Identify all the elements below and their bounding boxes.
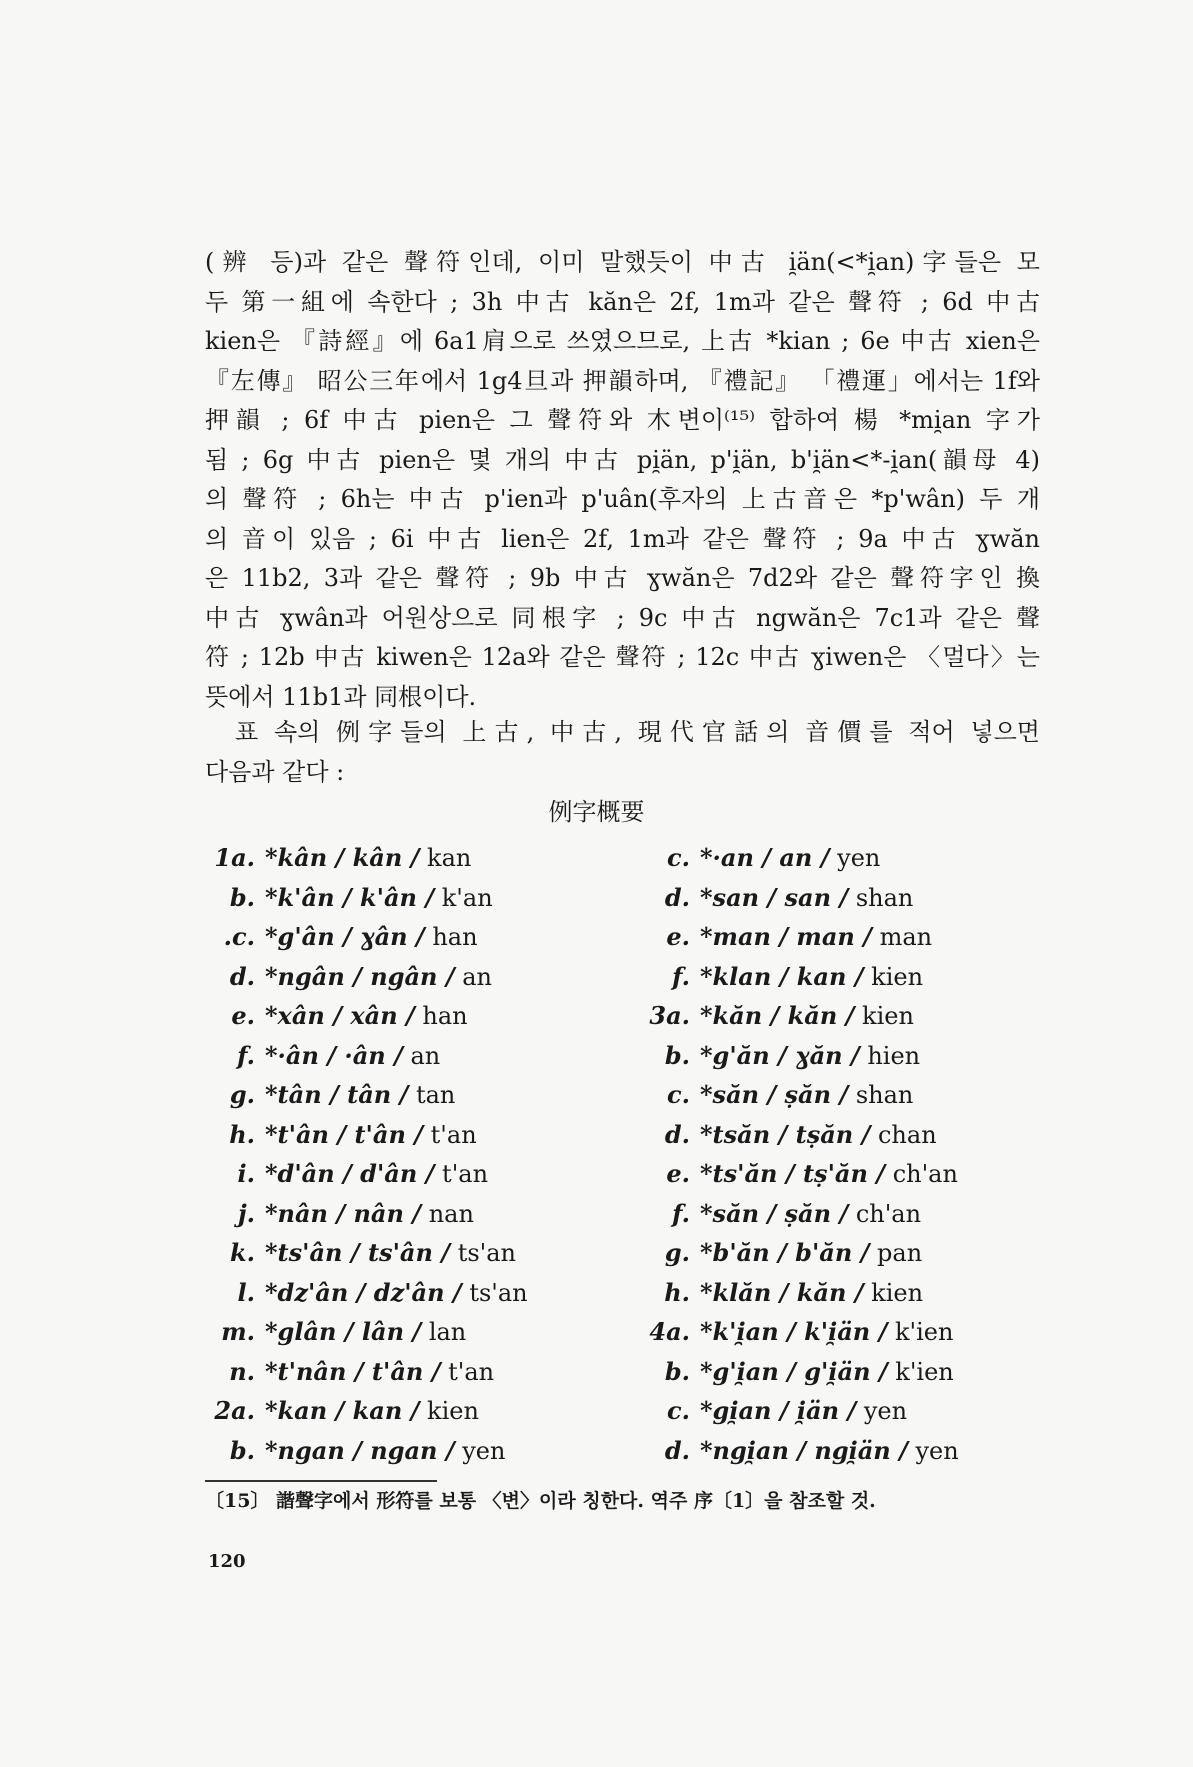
example-value xyxy=(265,917,478,957)
example-modern: ts'an xyxy=(469,1278,528,1307)
text-line: 의 音이 있음 ; 6i 中古 lien은 2f, 1m과 같은 聲符 ; 9a 中古 ɣwăn xyxy=(205,524,1040,553)
example-label: h. xyxy=(664,1277,690,1307)
example-modern: kien xyxy=(862,1002,914,1030)
example-value xyxy=(700,838,880,878)
example-reconstruction: *ngan / ngan / xyxy=(265,1435,455,1465)
example-value xyxy=(700,1233,922,1273)
example-value xyxy=(700,1115,937,1155)
example-modern: pan xyxy=(877,1239,923,1267)
text-line: (辨 등)과 같은 聲符인데, 이미 말했듯이 中古 i̯än(<*i̯an)字들은 모 xyxy=(205,248,1040,276)
example-row xyxy=(205,1075,625,1115)
example-reconstruction: *ts'ân / ts'ân / xyxy=(265,1238,451,1267)
example-modern: t'an xyxy=(448,1357,495,1386)
example-reconstruction: *·ân / ·ân / xyxy=(265,1040,403,1070)
example-modern: ch'an xyxy=(892,1160,958,1188)
example-label: i. xyxy=(237,1159,255,1188)
text-line: kien은 『詩經』에 6a1肩으로 쓰였으므로, 上古 *kian ; 6e 中古 xien은 xyxy=(205,327,1040,355)
example-label: l. xyxy=(237,1277,255,1307)
example-modern: yen xyxy=(837,844,881,872)
example-row xyxy=(625,1075,1045,1115)
example-modern: kan xyxy=(427,844,472,872)
example-reconstruction: *tân / tân / xyxy=(265,1080,409,1109)
example-label: n. xyxy=(229,1356,255,1386)
example-modern: kien xyxy=(427,1397,479,1425)
example-value xyxy=(700,917,932,957)
text-line: 됨 ; 6g 中古 pien은 몇 개의 中古 pi̯än, p'i̯än, b'i̯än<*-i̯an(韻母 4) xyxy=(205,445,1040,474)
example-value xyxy=(265,878,493,918)
example-label: d. xyxy=(664,882,690,912)
example-row xyxy=(625,957,1045,997)
example-row xyxy=(205,1352,625,1392)
example-modern: ch'an xyxy=(855,1199,922,1228)
footnote: 〔15〕 諧聲字에서 形符를 보통 〈변〉이라 칭한다. 역주 序〔1〕을 참조할 것. xyxy=(205,1490,876,1512)
example-row xyxy=(205,1115,625,1155)
text-line: 뜻에서 11b1과 同根이다. xyxy=(205,682,477,711)
example-row xyxy=(625,1431,1045,1471)
example-modern: kien xyxy=(871,1278,924,1307)
example-row xyxy=(625,996,1045,1036)
example-value xyxy=(265,1154,488,1194)
example-label: 2a. xyxy=(214,1396,255,1425)
example-modern: chan xyxy=(877,1120,937,1149)
example-modern: ts'an xyxy=(457,1239,517,1267)
text-line: 『左傳』 昭公三年에서 1g4旦과 押韻하며, 『禮記』 「禮運」에서는 1f와 xyxy=(205,366,1040,395)
example-value xyxy=(265,1233,516,1273)
example-reconstruction: *dz'ân / dz'ân / xyxy=(265,1277,462,1307)
example-row xyxy=(205,1154,625,1194)
example-row xyxy=(205,1391,625,1431)
example-value xyxy=(700,1036,920,1076)
example-value xyxy=(265,1075,455,1115)
example-reconstruction: *g'ân / ɣân / xyxy=(265,922,425,951)
example-row xyxy=(205,917,625,957)
example-value xyxy=(700,1075,913,1115)
example-row xyxy=(205,996,625,1036)
example-modern: k'ien xyxy=(895,1357,954,1386)
example-reconstruction: *kan / kan / xyxy=(265,1396,420,1425)
example-modern: hien xyxy=(867,1041,921,1070)
example-label: 1a. xyxy=(214,843,255,872)
example-label: m. xyxy=(221,1317,255,1346)
example-reconstruction: *kân / kân / xyxy=(265,843,420,872)
example-label: g. xyxy=(229,1080,255,1109)
footnote-rule xyxy=(205,1480,437,1482)
paragraph-2 xyxy=(205,713,1040,792)
example-label: 4a. xyxy=(649,1317,690,1346)
example-label: j. xyxy=(237,1198,255,1228)
example-value xyxy=(700,1194,921,1234)
example-row xyxy=(625,1036,1045,1076)
example-value xyxy=(700,1431,959,1471)
example-reconstruction: *t'nân / t'ân / xyxy=(265,1356,441,1386)
example-reconstruction: *gi̯an / i̯än / xyxy=(700,1396,857,1425)
text-line: 의 聲符 ; 6h는 中古 p'ien과 p'uân(후자의 上古音은 *p'wân) 두 개 xyxy=(205,485,1040,513)
example-value xyxy=(265,1115,477,1155)
example-modern: t'an xyxy=(442,1160,489,1188)
examples-column-right xyxy=(625,838,1045,1470)
example-label: c. xyxy=(667,843,690,872)
page-number: 120 xyxy=(208,1551,246,1572)
example-value xyxy=(700,1391,907,1431)
example-value xyxy=(700,1312,953,1352)
example-reconstruction: *b'ăn / b'ăn / xyxy=(700,1238,870,1267)
example-reconstruction: *k'ân / k'ân / xyxy=(265,882,435,912)
example-label: e. xyxy=(666,1159,690,1188)
example-reconstruction: *k'i̯an / k'i̯än / xyxy=(700,1317,888,1346)
example-reconstruction: *g'i̯an / g'i̯än / xyxy=(700,1356,888,1386)
example-label: d. xyxy=(229,961,255,991)
example-value xyxy=(265,996,468,1036)
example-value xyxy=(265,1273,528,1313)
example-row xyxy=(205,957,625,997)
example-row xyxy=(625,1194,1045,1234)
example-label: d. xyxy=(664,1435,690,1465)
example-modern: an xyxy=(410,1041,441,1070)
example-label: g. xyxy=(664,1238,690,1267)
example-row xyxy=(625,1233,1045,1273)
example-label: b. xyxy=(229,882,255,912)
example-label: c. xyxy=(667,1080,690,1109)
example-value xyxy=(265,1431,505,1471)
example-value xyxy=(700,996,914,1036)
text-line: 다음과 같다 : xyxy=(205,757,345,786)
example-reconstruction: *săn / ṣăn / xyxy=(700,1080,849,1109)
example-modern: nan xyxy=(428,1199,474,1228)
paragraph-1 xyxy=(205,243,1040,717)
example-value xyxy=(265,838,471,878)
example-reconstruction: *săn / ṣăn / xyxy=(700,1198,849,1228)
example-label: f. xyxy=(672,961,690,991)
example-reconstruction: *·an / an / xyxy=(700,843,830,872)
example-row xyxy=(625,1154,1045,1194)
example-row xyxy=(625,838,1045,878)
example-modern: shan xyxy=(855,883,914,912)
text-line: 押韻 ; 6f 中古 pien은 그 聲符와 木변이⁽¹⁵⁾ 합하여 楊 *mi̯an 字가 xyxy=(205,406,1040,434)
example-reconstruction: *kăn / kăn / xyxy=(700,1001,855,1030)
example-reconstruction: *ngân / ngân / xyxy=(265,961,455,991)
example-row xyxy=(625,1115,1045,1155)
example-row xyxy=(625,1312,1045,1352)
example-label: .c. xyxy=(223,922,255,951)
example-reconstruction: *t'ân / t'ân / xyxy=(265,1119,424,1149)
example-reconstruction: *klăn / kăn / xyxy=(700,1277,864,1307)
example-value xyxy=(700,1352,954,1392)
example-reconstruction: *glân / lân / xyxy=(265,1317,422,1346)
example-modern: man xyxy=(879,923,933,951)
example-row xyxy=(625,1391,1045,1431)
example-row xyxy=(205,1233,625,1273)
examples-column-left xyxy=(205,838,625,1470)
example-row xyxy=(205,1273,625,1313)
example-reconstruction: *san / san / xyxy=(700,882,849,912)
example-label: 3a. xyxy=(649,1001,690,1030)
text-line: 은 11b2, 3과 같은 聲符 ; 9b 中古 ɣwăn은 7d2와 같은 聲符字인 換 xyxy=(205,564,1040,592)
example-value xyxy=(265,1036,440,1076)
example-modern: t'an xyxy=(430,1120,477,1149)
example-value xyxy=(700,1273,923,1313)
example-reconstruction: *xân / xân / xyxy=(265,1001,415,1030)
text-line: 표 속의 例字들의 上古, 中古, 現代官話의 音價를 적어 넣으면 xyxy=(235,718,1040,746)
example-modern: shan xyxy=(855,1081,914,1109)
example-modern: yen xyxy=(915,1436,959,1465)
example-reconstruction: *man / man / xyxy=(700,922,872,951)
example-row xyxy=(625,878,1045,918)
example-reconstruction: *g'ăn / ɣăn / xyxy=(700,1040,860,1070)
example-modern: han xyxy=(432,923,478,951)
example-value xyxy=(265,1352,494,1392)
example-reconstruction: *klan / kan / xyxy=(700,961,864,991)
example-label: d. xyxy=(664,1119,690,1149)
example-modern: tan xyxy=(415,1081,456,1109)
example-label: b. xyxy=(664,1356,690,1386)
example-row xyxy=(205,838,625,878)
example-label: f. xyxy=(672,1198,690,1228)
example-row xyxy=(205,878,625,918)
example-reconstruction: *d'ân / d'ân / xyxy=(265,1159,435,1188)
example-label: b. xyxy=(229,1435,255,1465)
example-row xyxy=(625,1273,1045,1313)
example-row xyxy=(625,917,1045,957)
example-modern: yen xyxy=(462,1436,506,1465)
example-reconstruction: *nân / nân / xyxy=(265,1198,422,1228)
example-row xyxy=(205,1312,625,1352)
text-line: 두 第一組에 속한다 ; 3h 中古 kăn은 2f, 1m과 같은 聲符 ; 6d 中古 xyxy=(205,287,1040,316)
example-label: k. xyxy=(230,1238,255,1267)
example-value xyxy=(265,957,492,997)
example-value xyxy=(265,1391,479,1431)
example-label: e. xyxy=(666,922,690,951)
example-modern: han xyxy=(422,1002,468,1030)
example-row xyxy=(205,1431,625,1471)
example-modern: kien xyxy=(871,962,924,991)
example-reconstruction: *tsăn / tṣăn / xyxy=(700,1119,871,1149)
example-value xyxy=(700,878,913,918)
example-row xyxy=(205,1194,625,1234)
example-label: f. xyxy=(237,1040,255,1070)
example-modern: yen xyxy=(863,1397,908,1425)
example-label: b. xyxy=(664,1040,690,1070)
example-row xyxy=(205,1036,625,1076)
example-value xyxy=(265,1312,466,1352)
example-label: e. xyxy=(231,1001,255,1030)
example-label: h. xyxy=(229,1119,255,1149)
examples-table xyxy=(205,838,1045,1470)
example-modern: an xyxy=(462,962,493,991)
example-reconstruction: *ts'ăn / tṣ'ăn / xyxy=(700,1159,886,1188)
example-row xyxy=(625,1352,1045,1392)
example-reconstruction: *ngi̯an / ngi̯än / xyxy=(700,1435,908,1465)
example-value xyxy=(265,1194,474,1234)
text-line: 符 ; 12b 中古 kiwen은 12a와 같은 聲符 ; 12c 中古 ɣiwen은 〈멀다〉는 xyxy=(205,643,1040,671)
text-line: 中古 ɣwân과 어원상으로 同根字 ; 9c 中古 ngwăn은 7c1과 같은 聲 xyxy=(205,603,1040,632)
example-value xyxy=(700,957,923,997)
example-label: c. xyxy=(667,1396,690,1425)
example-modern: k'ien xyxy=(894,1318,954,1346)
table-title: 例字概要 xyxy=(548,798,645,826)
example-modern: lan xyxy=(428,1318,467,1346)
example-modern: k'an xyxy=(441,883,493,912)
example-value xyxy=(700,1154,958,1194)
